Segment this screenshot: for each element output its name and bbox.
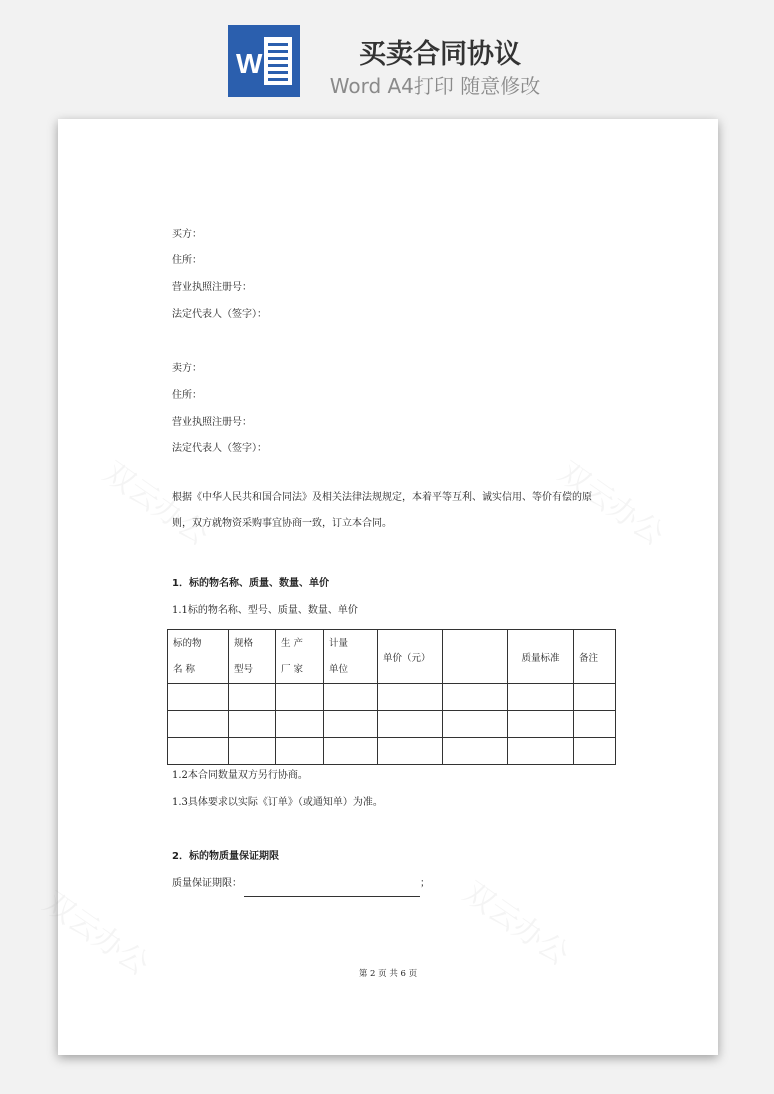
word-logo-icon [228,25,300,97]
seller-label: 卖方： [172,363,202,374]
seller-license: 营业执照注册号： [172,417,252,428]
section1-sub2: 1.2本合同数量双方另行协商。 [172,770,308,781]
table-header-row [168,630,616,684]
table-header-cell: 标的物 名 称 [168,630,229,684]
seller-rep: 法定代表人（签字）： [172,443,267,454]
watermark: 双云办公 [456,875,576,973]
table-row [168,711,616,738]
buyer-label: 买方： [172,229,202,240]
warranty-end: ； [420,878,430,889]
warranty-label: 质量保证期限： [172,878,242,889]
buyer-license: 营业执照注册号： [172,282,252,293]
section1-sub3: 1.3具体要求以实际《订单》（或通知单）为准。 [172,797,383,808]
section1-heading: 1．标的物名称、质量、数量、单价 [172,578,329,589]
buyer-address: 住所： [172,255,202,266]
page-number: 第 2 页 共 6 页 [358,969,418,979]
table-header-cell: 计量 单位 [324,630,378,684]
section1-sub1: 1.1标的物名称、型号、质量、数量、单价 [172,605,358,616]
table-header-cell: 生 产 厂 家 [276,630,324,684]
goods-table [167,629,616,765]
table-row [168,738,616,765]
table-header-cell: 规格 型号 [229,630,276,684]
table-header-cell: 备注 [574,630,616,684]
table-header-cell [443,630,508,684]
table-header-cell: 质量标准 [508,630,574,684]
page-title: 买卖合同协议 [359,39,521,70]
seller-address: 住所： [172,390,202,401]
buyer-rep: 法定代表人（签字）： [172,309,267,320]
watermark: 双云办公 [96,455,216,553]
table-row [168,684,616,711]
watermark: 双云办公 [36,885,156,983]
page-subtitle: Word A4打印 随意修改 [329,74,541,98]
document-page [36,119,718,1055]
logo-letter: W [236,48,263,79]
table-header-cell: 单价（元） [378,630,443,684]
watermark: 双云办公 [551,455,671,553]
intro-paragraph: 根据《中华人民共和国合同法》及相关法律法规规定，本着平等互利、诚实信用、等价有偿的原则，双方就物资采购事宜协商一致，订立本合同。 [172,492,592,529]
section2-heading: 2．标的物质量保证期限 [172,851,279,862]
warranty-blank [244,884,420,897]
